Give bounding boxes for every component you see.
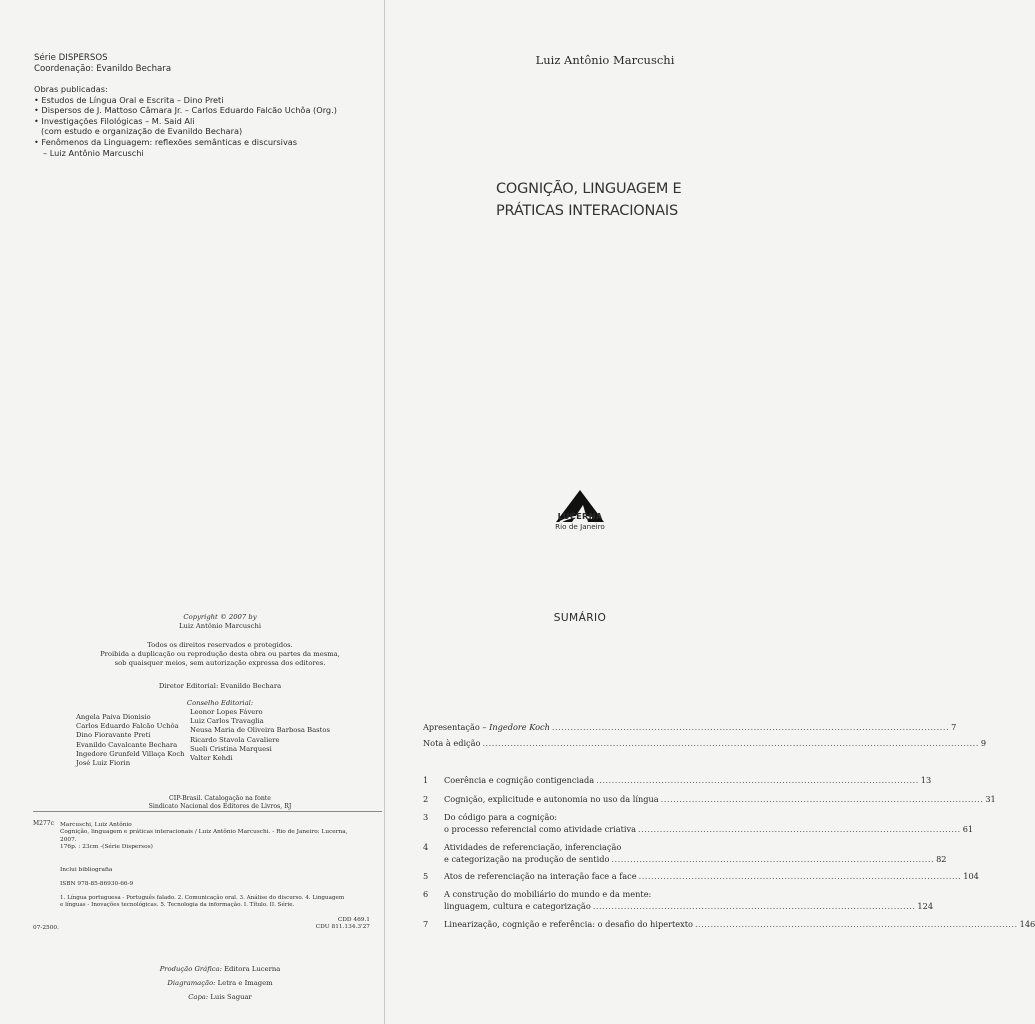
rights-line: Todos os direitos reservados e protegidos. [147, 641, 293, 649]
cip-isbn: ISBN 978-85-86930-66-9 [60, 881, 134, 887]
book-title-line: PRÁTICAS INTERACIONAIS [496, 203, 678, 219]
cip-line: Cognição, linguagem e práticas interacionais / Luiz Antônio Marcuschi. - Rio de Janeiro: Lucerna, [60, 829, 348, 836]
catalog-line: CIP-Brasil. Catalogação na fonte [169, 795, 271, 802]
toc-page-number: 104 [963, 871, 979, 881]
credit-value: Letra e Imagem [217, 979, 273, 988]
toc-chapter-3[interactable] [423, 812, 974, 835]
production-credits [60, 962, 380, 1005]
credit-label: Produção Gráfica: [159, 965, 222, 973]
chapter-subtitle: o processo referencial como atividade criativa [444, 823, 637, 834]
cip-classification [280, 917, 370, 932]
credit-value: Luis Saguar [210, 993, 252, 1002]
cip-subjects [60, 895, 378, 910]
cdu: CDU 811.134.3'27 [315, 924, 370, 931]
toc-page-number: 9 [980, 738, 987, 748]
book-title-line: COGNIÇÃO, LINGUAGEM E [496, 181, 682, 197]
published-work-author: – Luiz Antônio Marcuschi [43, 147, 144, 158]
chapter-subtitle: linguagem, cultura e categorização [444, 900, 591, 911]
chapter-number: 3 [423, 812, 429, 822]
published-work-item: • Estudos de Língua Oral e Escrita – Dino Preti [34, 94, 224, 105]
council-member: Neusa Maria de Oliveira Barbosa Bastos [190, 726, 330, 735]
council-member: Dino Fioravante Preti [76, 731, 151, 740]
chapter-title: Cognição, explicitude e autonomia no uso da língua [444, 794, 659, 804]
council-member: Ricardo Stavola Cavaliere [190, 735, 280, 744]
page-fold [384, 0, 385, 1024]
series-coordination: Coordenação: Evanildo Bechara [34, 64, 172, 74]
series-name: Série DISPERSOS [34, 53, 108, 63]
council-member: Ingedore Grunfeld Villaça Koch [76, 749, 185, 758]
toc-label-author: Ingedore Koch [489, 722, 550, 732]
chapter-number: 4 [423, 842, 429, 852]
cip-line: 2007. [60, 836, 77, 843]
toc-dot-leader: ........................................................................................................ [694, 919, 1018, 929]
chapter-title: Do código para a cognição: [444, 812, 558, 822]
contents-title: SUMÁRIO [553, 612, 607, 624]
toc-chapter-5[interactable] [423, 871, 979, 883]
catalog-line: Sindicato Nacional dos Editores de Livros, RJ [148, 803, 292, 810]
credit-line [60, 976, 380, 990]
council-member: Leonor Lopes Fávero [190, 708, 263, 716]
editorial-director: Diretor Editorial: Evanildo Bechara [158, 682, 282, 690]
copyright-notice [60, 613, 380, 630]
toc-dot-leader: ........................................................................................................ [660, 794, 984, 804]
cip-record [60, 822, 370, 852]
toc-page-number: 7 [951, 722, 957, 732]
cip-subject-line: e línguas - Inovações tecnológicas. 5. Tecnologia da informação. I. Título. II. Série. [60, 902, 295, 909]
copyright-line: Copyright © 2007 by [183, 613, 257, 621]
toc-page-number: 31 [985, 794, 996, 804]
cip-call-number: M277c [33, 820, 54, 827]
council-member: Sueli Cristina Marquesi [190, 744, 272, 753]
chapter-number: 7 [423, 919, 429, 929]
published-work-note: (com estudo e organização de Evanildo Bechara) [41, 126, 243, 137]
council-member: Evanildo Cavalcante Bechara [76, 740, 178, 749]
cdd: CDD 469.1 [337, 917, 370, 923]
published-work-item: • Dispersos de J. Mattoso Câmara Jr. – Carlos Eduardo Falcão Uchôa (Org.) [34, 105, 337, 116]
toc-chapter-7[interactable] [423, 919, 1035, 931]
chapter-title: Atividades de referenciação, inferenciação [444, 842, 622, 852]
rights-line: sob quaisquer meios, sem autorização expressa dos editores. [114, 658, 326, 667]
toc-dot-leader: ........................................................................................................ [638, 823, 961, 834]
lucerna-logo-icon [552, 473, 608, 543]
copyright-holder: Luiz Antônio Marcuschi [178, 621, 261, 630]
series-block [34, 53, 171, 75]
council-member: Carlos Eduardo Falcão Uchôa [76, 722, 179, 731]
cip-subject-line: 1. Língua portuguesa - Português falado. 2. Comunicação oral. 3. Análise do discurso. 4. Linguagem [60, 895, 345, 901]
toc-label: Nota à edição [423, 738, 481, 748]
author-name: Luiz Antônio Marcuschi [535, 53, 675, 67]
chapter-number: 1 [423, 775, 429, 785]
published-works-heading: Obras publicadas: [34, 84, 108, 94]
toc-label: Apresentação – [423, 722, 490, 732]
catalog-header [60, 795, 380, 811]
cip-bibliography: Inclui bibliografia [60, 867, 113, 873]
credit-label: Capa: [188, 993, 209, 1002]
council-member: José Luiz Fiorin [76, 759, 131, 768]
published-works [34, 84, 354, 158]
chapter-title: Coerência e cognição contigenciada [444, 775, 595, 785]
editorial-council-right [190, 708, 330, 763]
cip-number: 07-2500. [33, 925, 59, 931]
rights-line: Proibida a duplicação ou reprodução desta obra ou partes da mesma, [100, 649, 340, 658]
toc-chapter-2[interactable] [423, 794, 996, 806]
toc-dot-leader: ........................................................................................................ [611, 853, 935, 864]
council-member: Luiz Carlos Travaglia [190, 717, 264, 726]
cip-line: Marcuschi, Luiz Antônio [60, 822, 132, 828]
toc-page-number: 146 [1019, 919, 1035, 929]
toc-dot-leader: ................................................................................................................................................................ [482, 738, 979, 748]
published-work-item: • Investigações Filológicas – M. Said Ali [34, 115, 195, 126]
rights-notice [60, 641, 380, 667]
chapter-title: A construção do mobiliário do mundo e da mente: [444, 889, 652, 899]
chapter-number: 5 [423, 871, 429, 881]
toc-page-number: 124 [917, 900, 934, 911]
toc-chapter-4[interactable] [423, 842, 947, 865]
toc-page-number: 61 [962, 823, 974, 834]
toc-dot-leader: ........................................................................................................ [596, 775, 919, 785]
toc-page-number: 82 [936, 853, 947, 864]
chapter-number: 6 [423, 889, 429, 899]
credit-line [60, 962, 380, 976]
toc-dot-leader: ........................................................................................................ [638, 871, 962, 881]
toc-entry-apresentacao[interactable] [423, 722, 957, 734]
toc-chapter-6[interactable] [423, 889, 934, 912]
toc-page-number: 13 [920, 775, 932, 785]
chapter-title: Linearização, cognição e referência: o desafio do hipertexto [444, 919, 693, 929]
credit-value: Editora Lucerna [224, 965, 281, 973]
published-work-item: • Fenômenos da Linguagem: reflexões semânticas e discursivas [34, 136, 298, 147]
credit-line [60, 990, 380, 1004]
chapter-number: 2 [423, 794, 429, 804]
toc-chapter-1[interactable] [423, 775, 932, 787]
editorial-council-title: Conselho Editorial: [186, 699, 254, 707]
council-member: Valter Kehdi [190, 754, 233, 763]
chapter-title: Atos de referenciação na interação face a face [444, 871, 637, 881]
toc-dot-leader: ........................................................................................................ [592, 900, 916, 911]
chapter-subtitle: e categorização na produção de sentido [444, 853, 610, 864]
book-title [496, 178, 682, 222]
publisher-name: LUCERNA [557, 511, 603, 521]
credit-label: Diagramação: [167, 979, 216, 988]
publisher-city: Rio de Janeiro [555, 522, 605, 531]
toc-dot-leader: ................................................................................................................................ [551, 722, 950, 732]
editorial-council-left [76, 713, 185, 768]
toc-entry-nota[interactable] [423, 738, 987, 750]
council-member: Angela Paiva Dionisio [76, 713, 151, 721]
cip-line: 176p. : 23cm -(Série Dispersos) [60, 844, 153, 851]
